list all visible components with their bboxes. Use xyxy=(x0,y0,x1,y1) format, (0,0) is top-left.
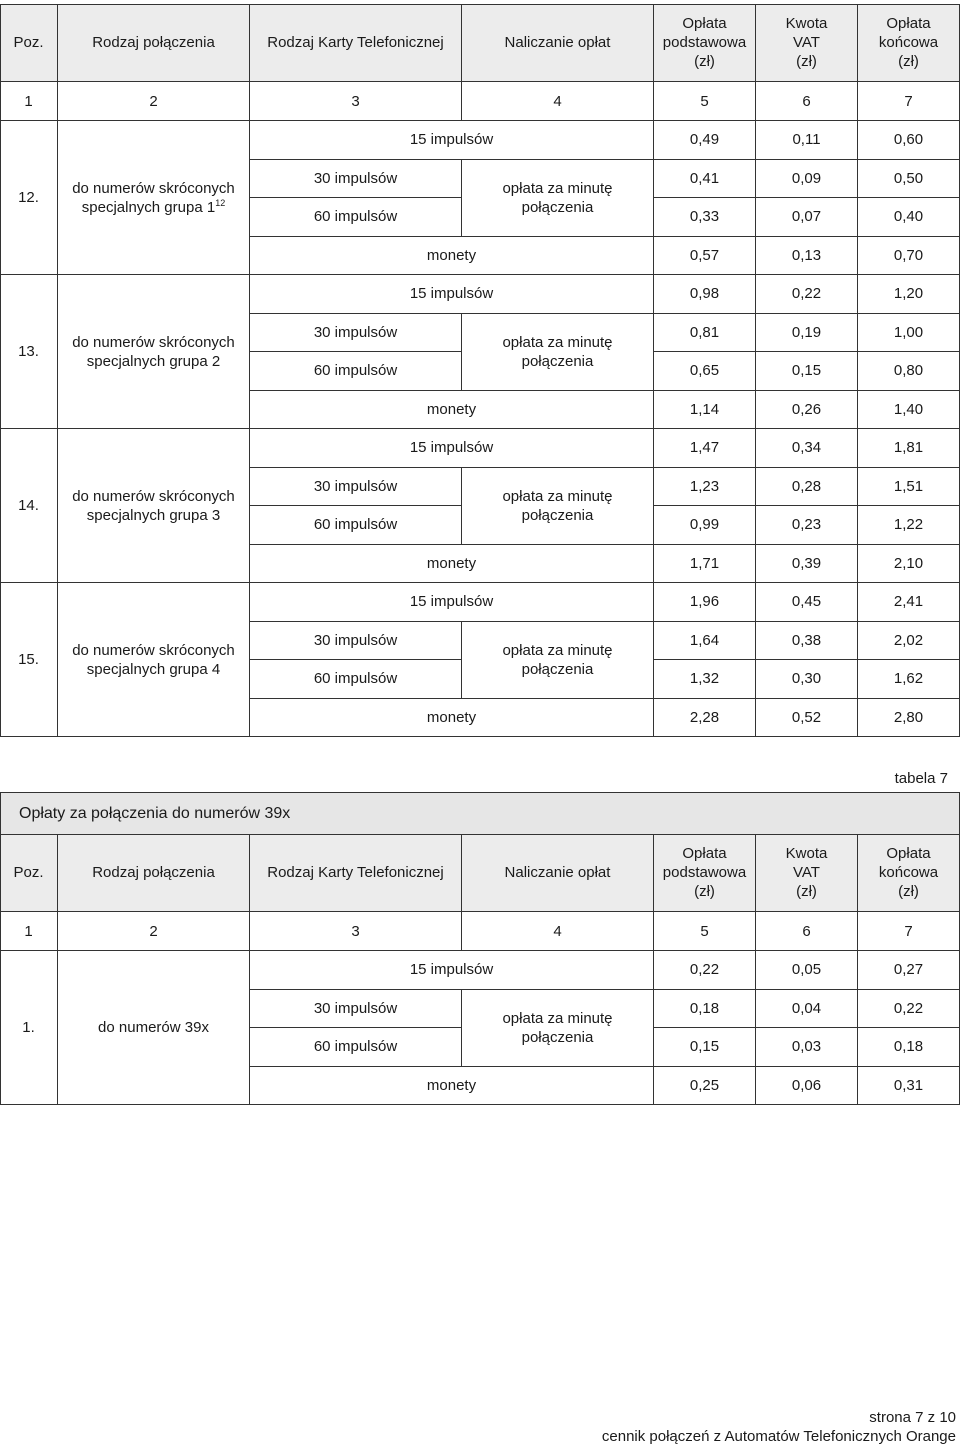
row-poz-text: 13. xyxy=(18,343,39,360)
header-vat-text: Kwota VAT (zł) xyxy=(785,15,828,70)
card-type-text: 60 impulsów xyxy=(313,208,398,226)
card-type-text: monety xyxy=(426,1076,477,1094)
vat-amount-text: 0,34 xyxy=(791,439,822,457)
total-fee-text: 0,60 xyxy=(893,131,924,149)
base-fee-text: 0,18 xyxy=(689,999,720,1017)
table-frame xyxy=(0,4,960,737)
base-fee-text: 0,98 xyxy=(689,285,720,303)
column-number-text: 4 xyxy=(553,92,562,110)
billing-method-text: opłata za minutę połączenia xyxy=(502,641,613,678)
base-fee-text: 0,65 xyxy=(689,362,720,380)
card-type-text: 30 impulsów xyxy=(313,323,398,341)
price-table-39x xyxy=(0,834,960,1105)
header-total-fee-text: Opłata końcowa (zł) xyxy=(878,15,939,70)
header-poz-text: Poz. xyxy=(13,864,44,881)
base-fee-text: 0,41 xyxy=(689,169,720,187)
total-fee-text: 1,51 xyxy=(893,477,924,495)
vat-amount-text: 0,07 xyxy=(791,208,822,226)
vat-amount-text: 0,15 xyxy=(791,362,822,380)
vat-amount-text: 0,39 xyxy=(791,554,822,572)
total-fee-text: 2,10 xyxy=(893,554,924,572)
header-vat-text: Kwota VAT (zł) xyxy=(785,845,828,900)
connection-type-text: do numerów skróconych specjalnych grupa 4 xyxy=(72,641,235,678)
vat-amount-text: 0,19 xyxy=(791,323,822,341)
vat-amount-text: 0,23 xyxy=(791,516,822,534)
vat-amount-text: 0,04 xyxy=(791,999,822,1017)
total-fee-text: 2,41 xyxy=(893,593,924,611)
card-type-text: monety xyxy=(426,554,477,572)
page-footer xyxy=(602,1408,956,1446)
base-fee-text: 1,32 xyxy=(689,670,720,688)
vat-amount-text: 0,28 xyxy=(791,477,822,495)
base-fee-text: 1,23 xyxy=(689,477,720,495)
column-number-text: 6 xyxy=(802,922,811,940)
header-base-fee-text: Opłata podstawowa (zł) xyxy=(662,15,747,70)
column-number-text: 3 xyxy=(351,92,360,110)
total-fee-text: 1,81 xyxy=(893,439,924,457)
column-number-text: 3 xyxy=(351,922,360,940)
card-type-text: 60 impulsów xyxy=(313,1038,398,1056)
document-title: cennik połączeń z Automatów Telefonicznych Orange xyxy=(601,1428,956,1445)
base-fee-text: 0,49 xyxy=(689,131,720,149)
base-fee-text: 1,64 xyxy=(689,631,720,649)
vat-amount-text: 0,30 xyxy=(791,670,822,688)
header-billing-text: Naliczanie opłat xyxy=(504,864,611,881)
total-fee-text: 1,22 xyxy=(893,516,924,534)
card-type-text: 15 impulsów xyxy=(409,961,494,979)
column-number-text: 5 xyxy=(700,92,709,110)
vat-amount-text: 0,09 xyxy=(791,169,822,187)
total-fee-text: 1,20 xyxy=(893,285,924,303)
base-fee-text: 0,22 xyxy=(689,961,720,979)
vat-amount-text: 0,22 xyxy=(791,285,822,303)
column-number-text: 7 xyxy=(904,922,913,940)
billing-method-text: opłata za minutę połączenia xyxy=(502,179,613,216)
total-fee-text: 0,31 xyxy=(893,1076,924,1094)
total-fee-text: 0,22 xyxy=(893,999,924,1017)
row-poz-text: 1. xyxy=(22,1019,35,1036)
column-number-text: 2 xyxy=(149,922,158,940)
total-fee-text: 0,70 xyxy=(893,246,924,264)
connection-type-text: do numerów 39x xyxy=(98,1019,209,1036)
card-type-text: 60 impulsów xyxy=(313,516,398,534)
vat-amount-text: 0,13 xyxy=(791,246,822,264)
card-type-text: 15 impulsów xyxy=(409,285,494,303)
vat-amount-text: 0,26 xyxy=(791,400,822,418)
column-number-text: 4 xyxy=(553,922,562,940)
base-fee-text: 2,28 xyxy=(689,708,720,726)
total-fee-text: 0,80 xyxy=(893,362,924,380)
vat-amount-text: 0,11 xyxy=(792,131,821,149)
table-title xyxy=(0,792,960,834)
header-total-fee-text: Opłata końcowa (zł) xyxy=(878,845,939,900)
connection-type-text: do numerów skróconych specjalnych grupa 2 xyxy=(72,333,235,370)
header-connection-type-text: Rodzaj połączenia xyxy=(92,34,215,51)
header-connection-type-text: Rodzaj połączenia xyxy=(92,864,215,881)
card-type-text: 60 impulsów xyxy=(313,670,398,688)
table-title-text: Opłaty za połączenia do numerów 39x xyxy=(19,804,291,822)
card-type-text: 30 impulsów xyxy=(313,169,398,187)
base-fee-text: 0,33 xyxy=(689,208,720,226)
billing-method-text: opłata za minutę połączenia xyxy=(502,333,613,370)
row-poz-text: 12. xyxy=(18,189,39,206)
base-fee-text: 0,99 xyxy=(689,516,720,534)
total-fee-text: 0,18 xyxy=(893,1038,924,1056)
card-type-text: 15 impulsów xyxy=(409,593,494,611)
base-fee-text: 0,15 xyxy=(689,1038,720,1056)
header-card-type-text: Rodzaj Karty Telefonicznej xyxy=(267,34,444,51)
vat-amount-text: 0,38 xyxy=(791,631,822,649)
column-number-text: 2 xyxy=(149,92,158,110)
column-number-text: 6 xyxy=(802,92,811,110)
base-fee-text: 0,81 xyxy=(689,323,720,341)
card-type-text: 30 impulsów xyxy=(313,999,398,1017)
column-number-text: 5 xyxy=(700,922,709,940)
column-number-text: 1 xyxy=(24,922,33,940)
page-number: strona 7 z 10 xyxy=(869,1409,956,1426)
base-fee-text: 0,25 xyxy=(689,1076,720,1094)
card-type-text: 30 impulsów xyxy=(313,477,398,495)
footnote-ref: 12 xyxy=(215,197,226,208)
table-label: tabela 7 xyxy=(894,770,948,787)
card-type-text: 30 impulsów xyxy=(313,631,398,649)
card-type-text: monety xyxy=(426,708,477,726)
billing-method-text: opłata za minutę połączenia xyxy=(502,1009,613,1046)
base-fee-text: 0,57 xyxy=(689,246,720,264)
total-fee-text: 2,80 xyxy=(893,708,924,726)
row-poz-text: 14. xyxy=(18,497,39,514)
price-table-short-numbers xyxy=(0,4,960,737)
total-fee-text: 0,40 xyxy=(893,208,924,226)
header-billing-text: Naliczanie opłat xyxy=(504,34,611,51)
vat-amount-text: 0,05 xyxy=(791,961,822,979)
total-fee-text: 2,02 xyxy=(893,631,924,649)
card-type-text: 15 impulsów xyxy=(409,439,494,457)
base-fee-text: 1,71 xyxy=(689,554,720,572)
row-poz-text: 15. xyxy=(18,651,39,668)
total-fee-text: 0,27 xyxy=(893,961,924,979)
header-poz-text: Poz. xyxy=(13,34,44,51)
header-card-type-text: Rodzaj Karty Telefonicznej xyxy=(267,864,444,881)
billing-method-text: opłata za minutę połączenia xyxy=(502,487,613,524)
total-fee-text: 0,50 xyxy=(893,169,924,187)
vat-amount-text: 0,06 xyxy=(791,1076,822,1094)
card-type-text: 60 impulsów xyxy=(313,362,398,380)
vat-amount-text: 0,03 xyxy=(791,1038,822,1056)
column-number-text: 7 xyxy=(904,92,913,110)
connection-type-text: do numerów skróconych specjalnych grupa 1 xyxy=(72,179,235,216)
table-frame xyxy=(0,834,960,1105)
card-type-text: monety xyxy=(426,400,477,418)
base-fee-text: 1,14 xyxy=(689,400,720,418)
card-type-text: 15 impulsów xyxy=(409,131,494,149)
connection-type-text: do numerów skróconych specjalnych grupa 3 xyxy=(72,487,235,524)
header-base-fee-text: Opłata podstawowa (zł) xyxy=(662,845,747,900)
column-number-text: 1 xyxy=(24,92,33,110)
vat-amount-text: 0,45 xyxy=(791,593,822,611)
base-fee-text: 1,96 xyxy=(689,593,720,611)
total-fee-text: 1,00 xyxy=(893,323,924,341)
card-type-text: monety xyxy=(426,246,477,264)
total-fee-text: 1,62 xyxy=(893,670,924,688)
total-fee-text: 1,40 xyxy=(893,400,924,418)
vat-amount-text: 0,52 xyxy=(791,708,822,726)
base-fee-text: 1,47 xyxy=(689,439,720,457)
